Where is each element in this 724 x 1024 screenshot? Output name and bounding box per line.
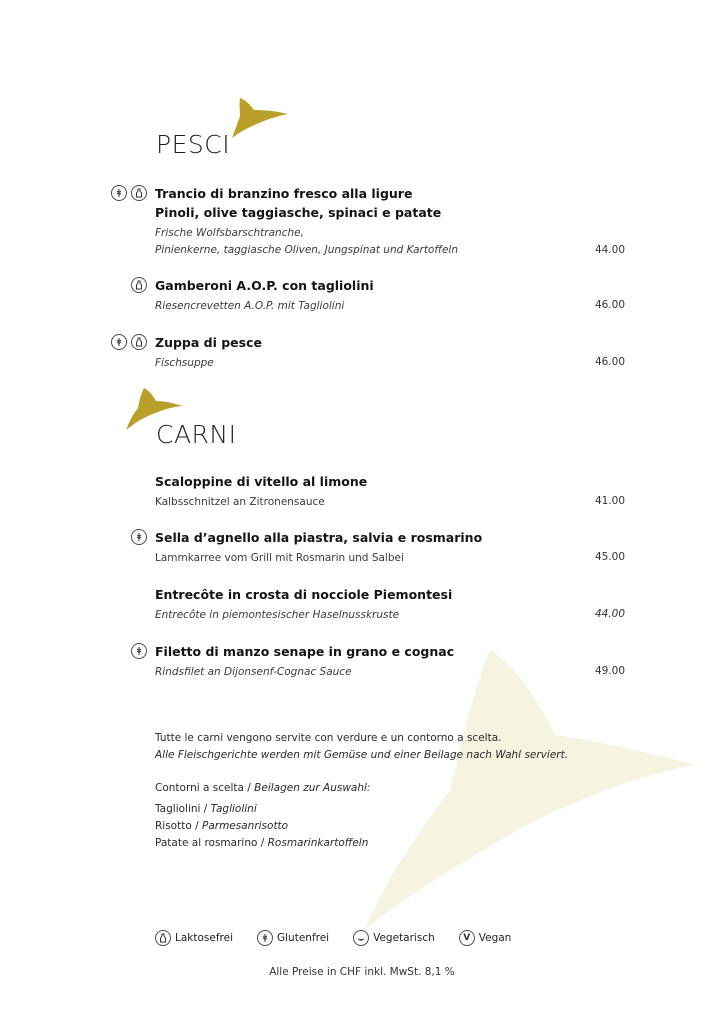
dish-price: 45.00: [594, 551, 625, 563]
vegan-icon: V: [459, 930, 475, 946]
dish-price: 44.00: [594, 244, 625, 256]
side-item: [155, 818, 615, 835]
dish-title: Gamberoni A.O.P. con tagliolini: [155, 278, 374, 293]
notes-carni-de: Alle Fleischgerichte werden mit Gemüse und einer Beilage nach Wahl serviert.: [155, 749, 569, 761]
lactose-free-icon: [131, 185, 147, 201]
side-item-de: Parmesanrisotto: [201, 820, 289, 832]
dish-icons: [111, 334, 147, 350]
contorni-heading: [155, 780, 615, 797]
lactose-free-icon: [131, 334, 147, 350]
side-item: [155, 801, 615, 818]
contorni-heading-de: Beilagen zur Auswahl:: [254, 782, 371, 794]
price-footnote: Alle Preise in CHF inkl. MwSt. 8,1 %: [269, 966, 455, 978]
legend-item-vegetarian: [353, 930, 435, 946]
legend-label: Glutenfrei: [277, 932, 330, 944]
gluten-free-icon: [257, 930, 273, 946]
dish-description: Entrecôte in piemontesischer Haselnusskruste: [155, 609, 400, 621]
dish-entrecote: [155, 585, 625, 624]
side-item: [155, 835, 615, 852]
gluten-free-icon: [111, 185, 127, 201]
side-item-it: Patate al rosmarino /: [155, 837, 268, 849]
legend-label: Vegan: [478, 932, 512, 944]
dish-description: Pinienkerne, taggiasche Oliven, Jungspinat und Kartoffeln: [155, 244, 459, 256]
side-item-de: Rosmarinkartoffeln: [267, 837, 369, 849]
lactose-free-icon: [155, 930, 171, 946]
dish-title: Filetto di manzo senape in grano e cognac: [155, 644, 455, 659]
legend-label: Laktosefrei: [175, 932, 233, 944]
gluten-free-icon: [131, 643, 147, 659]
dish-price: 46.00: [594, 299, 625, 311]
side-dish-notes: [155, 730, 615, 852]
dish-icons: [131, 643, 147, 659]
legend: [155, 930, 535, 946]
dish-gamberoni: [155, 276, 625, 315]
section-title-carni: CARNI: [156, 420, 237, 449]
dish-title: Trancio di branzino fresco alla ligure: [155, 186, 413, 201]
lactose-free-icon: [131, 277, 147, 293]
dish-description: Fischsuppe: [155, 357, 214, 369]
side-item-de: Tagliolini: [210, 803, 257, 815]
legend-item-vegan: [459, 930, 512, 946]
dish-title: Pinoli, olive taggiasche, spinaci e patate: [155, 205, 442, 220]
dish-description: Kalbsschnitzel an Zitronensauce: [155, 496, 325, 508]
dish-title: Zuppa di pesce: [155, 335, 262, 350]
dish-zuppa: [155, 333, 625, 372]
dish-price: 41.00: [594, 495, 625, 507]
dish-description: Lammkarree vom Grill mit Rosmarin und Salbei: [155, 552, 404, 564]
dish-icons: [131, 529, 147, 545]
side-item-it: Risotto /: [155, 820, 202, 832]
gluten-free-icon: [111, 334, 127, 350]
dish-description: Riesencrevetten A.O.P. mit Tagliolini: [155, 300, 345, 312]
dish-title: Scaloppine di vitello al limone: [155, 474, 368, 489]
dish-branzino: [155, 184, 625, 259]
vegetarian-leaf-icon: [353, 930, 369, 946]
side-item-it: Tagliolini /: [155, 803, 211, 815]
dish-sella-agnello: [155, 528, 625, 567]
dish-description: Frische Wolfsbarschtranche,: [155, 227, 304, 239]
dish-icons: [131, 277, 147, 293]
section-title-pesci: PESCI: [156, 130, 231, 159]
dish-title: Entrecôte in crosta di nocciole Piemontesi: [155, 587, 453, 602]
dish-filetto-manzo: [155, 642, 625, 681]
legend-item-gluten-free: [257, 930, 329, 946]
dish-icons: [111, 185, 147, 201]
legend-label: Vegetarisch: [373, 932, 435, 944]
dish-price: 49.00: [594, 665, 625, 677]
contorni-heading-it: Contorni a scelta /: [155, 782, 255, 794]
dish-description: Rindsfilet an Dijonsenf-Cognac Sauce: [155, 666, 352, 678]
legend-item-lactose-free: [155, 930, 233, 946]
dish-title: Sella d’agnello alla piastra, salvia e rosmarino: [155, 530, 483, 545]
hat-logo-pesci: [230, 96, 290, 140]
gluten-free-icon: [131, 529, 147, 545]
notes-carni-it: Tutte le carni vengono servite con verdure e un contorno a scelta.: [155, 732, 502, 744]
dish-price: 46.00: [594, 356, 625, 368]
dish-scaloppine: [155, 472, 625, 511]
dish-price: 44.00: [594, 608, 625, 620]
